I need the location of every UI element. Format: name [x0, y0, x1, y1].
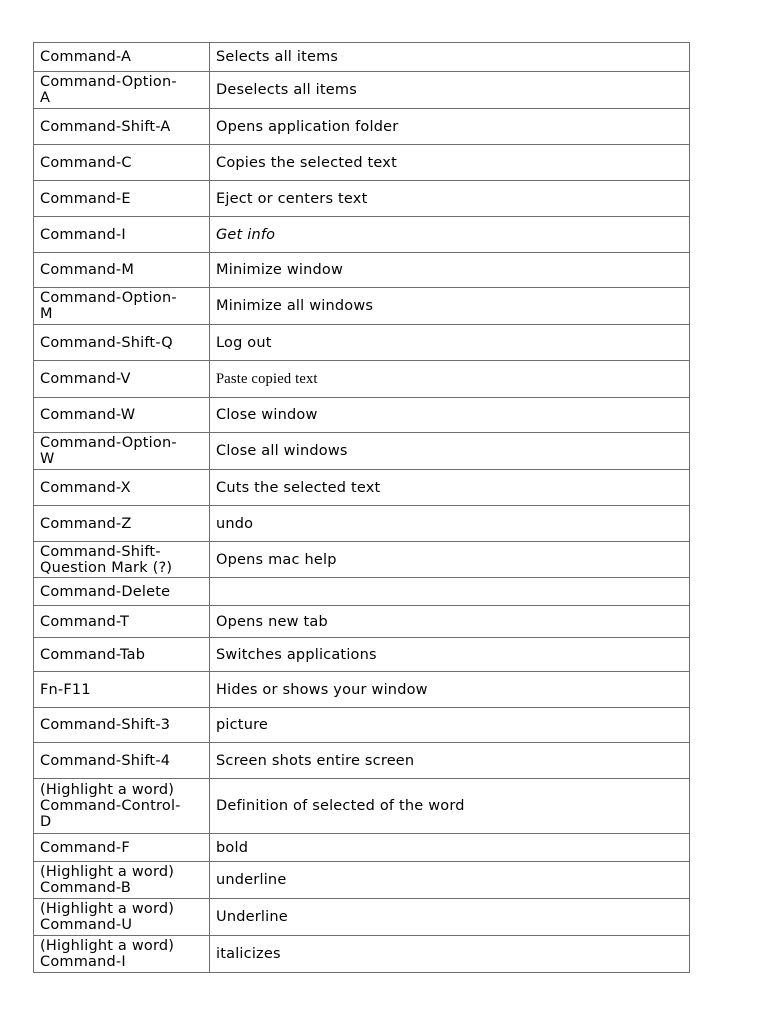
table-row	[34, 672, 690, 708]
shortcut-description-cell: Cuts the selected text	[210, 470, 690, 506]
shortcut-key-cell: Command-Shift- Question Mark (?)	[34, 542, 210, 578]
shortcut-key-cell: Command-Shift-4	[34, 743, 210, 779]
shortcut-key-cell: Command-Tab	[34, 638, 210, 672]
shortcut-description-cell: picture	[210, 708, 690, 743]
table-row	[34, 779, 690, 834]
shortcut-description-cell: Switches applications	[210, 638, 690, 672]
shortcut-key-cell: Command-Option- A	[34, 72, 210, 109]
shortcut-key-cell: Command-Z	[34, 506, 210, 542]
shortcuts-table	[33, 42, 690, 973]
shortcut-key-cell: (Highlight a word) Command-I	[34, 936, 210, 973]
table-row	[34, 253, 690, 288]
shortcut-description-cell: Minimize all windows	[210, 288, 690, 325]
table-row	[34, 217, 690, 253]
shortcut-description-cell	[210, 578, 690, 606]
shortcut-description-cell: Screen shots entire screen	[210, 743, 690, 779]
table-row	[34, 834, 690, 862]
shortcut-description-cell: Copies the selected text	[210, 145, 690, 181]
table-row	[34, 398, 690, 433]
shortcut-description-cell: Underline	[210, 899, 690, 936]
table-row	[34, 325, 690, 361]
shortcut-key-cell: Command-M	[34, 253, 210, 288]
shortcut-description-cell: Close window	[210, 398, 690, 433]
shortcut-description-cell: undo	[210, 506, 690, 542]
shortcuts-table-body	[34, 43, 690, 973]
shortcut-key-cell: Command-Shift-A	[34, 109, 210, 145]
shortcut-key-cell: Command-V	[34, 361, 210, 398]
table-row	[34, 145, 690, 181]
table-row	[34, 899, 690, 936]
table-row	[34, 578, 690, 606]
table-row	[34, 43, 690, 72]
table-row	[34, 638, 690, 672]
table-row	[34, 433, 690, 470]
table-row	[34, 288, 690, 325]
shortcut-description-cell: Close all windows	[210, 433, 690, 470]
shortcut-description-cell: Eject or centers text	[210, 181, 690, 217]
shortcut-description-cell: italicizes	[210, 936, 690, 973]
shortcut-description-cell: bold	[210, 834, 690, 862]
table-row	[34, 181, 690, 217]
shortcut-description-cell: underline	[210, 862, 690, 899]
shortcut-description-cell: Hides or shows your window	[210, 672, 690, 708]
shortcut-key-cell: Command-Option- W	[34, 433, 210, 470]
shortcut-key-cell: Command-I	[34, 217, 210, 253]
shortcut-description-cell: Minimize window	[210, 253, 690, 288]
shortcut-description-cell: Opens application folder	[210, 109, 690, 145]
shortcut-description-cell: Get info	[210, 217, 690, 253]
shortcut-key-cell: (Highlight a word) Command-Control- D	[34, 779, 210, 834]
shortcut-key-cell: Command-A	[34, 43, 210, 72]
table-row	[34, 606, 690, 638]
shortcut-key-cell: Command-C	[34, 145, 210, 181]
table-row	[34, 109, 690, 145]
shortcut-key-cell: Command-W	[34, 398, 210, 433]
table-row	[34, 743, 690, 779]
shortcut-key-cell: (Highlight a word) Command-B	[34, 862, 210, 899]
shortcut-description-cell: Paste copied text	[210, 361, 690, 398]
shortcut-description-cell: Selects all items	[210, 43, 690, 72]
shortcut-description-cell: Deselects all items	[210, 72, 690, 109]
table-row	[34, 862, 690, 899]
shortcut-key-cell: Command-Shift-3	[34, 708, 210, 743]
table-row	[34, 936, 690, 973]
shortcut-description-cell: Opens new tab	[210, 606, 690, 638]
shortcut-key-cell: (Highlight a word) Command-U	[34, 899, 210, 936]
shortcut-description-cell: Opens mac help	[210, 542, 690, 578]
table-row	[34, 708, 690, 743]
shortcut-key-cell: Command-Option- M	[34, 288, 210, 325]
shortcut-key-cell: Command-T	[34, 606, 210, 638]
table-row	[34, 361, 690, 398]
shortcut-key-cell: Command-E	[34, 181, 210, 217]
table-row	[34, 542, 690, 578]
shortcut-description-cell: Definition of selected of the word	[210, 779, 690, 834]
shortcut-description-cell: Log out	[210, 325, 690, 361]
shortcut-key-cell: Command-Delete	[34, 578, 210, 606]
shortcut-key-cell: Fn-F11	[34, 672, 210, 708]
table-row	[34, 72, 690, 109]
shortcut-key-cell: Command-F	[34, 834, 210, 862]
shortcut-key-cell: Command-Shift-Q	[34, 325, 210, 361]
table-row	[34, 506, 690, 542]
shortcut-key-cell: Command-X	[34, 470, 210, 506]
table-row	[34, 470, 690, 506]
